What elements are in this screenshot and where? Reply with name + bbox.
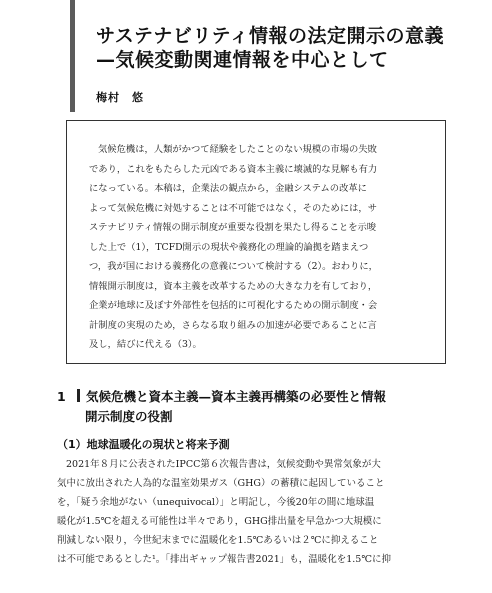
title-accent-bar bbox=[70, 0, 75, 112]
abstract-line: になっている。本稿は，企業法の観点から，金融システムの改革に bbox=[89, 183, 367, 194]
section-divider bbox=[77, 389, 80, 402]
abstract-line: 企業が地球に及ぼす外部性を包括的に可視化するための開示制度・会 bbox=[89, 300, 378, 311]
abstract-line: 情報開示制度は，資本主義を改革するための大きな力を有しており， bbox=[89, 280, 378, 292]
author-name: 梅村 悠 bbox=[96, 91, 144, 104]
abstract-line: つ，我が国における義務化の意義について検討する（2）。おわりに， bbox=[89, 261, 378, 272]
title-line-1: サステナビリティ情報の法定開示の意義 bbox=[96, 25, 444, 47]
abstract-line: であり，これをもたらした元凶である資本主義に壊滅的な見解も有力 bbox=[89, 163, 378, 175]
section-number: 1 bbox=[57, 389, 66, 404]
abstract-line: 気候危機は，人類がかつて経験をしたことのない規模の市場の失敗 bbox=[98, 144, 377, 155]
abstract-line: ステナビリティ情報の開示制度が重要な役割を果たし得ることを示唆 bbox=[89, 222, 377, 233]
abstract-line: した上で（1），TCFD開示の現状や義務化の理論的論拠を踏まえつ bbox=[89, 241, 369, 253]
body-text bbox=[57, 455, 457, 569]
body-line: 2021年８月に公表されたIPCC第６次報告書は，気候変動や異常気象が大 bbox=[66, 459, 381, 470]
title-line-2: —気候変動関連情報を中心として bbox=[96, 49, 389, 71]
body-line: 気中に放出された人為的な温室効果ガス（GHG）の蓄積に起因していること bbox=[57, 478, 385, 489]
section-heading bbox=[57, 387, 452, 427]
body-line: は不可能であるとした¹。「排出ギャップ報告書2021」も，温暖化を1.5℃に抑 bbox=[57, 554, 391, 565]
abstract-text bbox=[89, 140, 429, 355]
body-line: 暖化が1.5℃を超える可能性は半々であり，GHG排出量を早急かつ大規模に bbox=[57, 516, 382, 527]
section-title-line-1: 気候危機と資本主義—資本主義再構築の必要性と情報 bbox=[86, 389, 387, 404]
subsection-heading: （1）地球温暖化の現状と将来予測 bbox=[57, 438, 230, 451]
section-title-line-2: 開示制度の役割 bbox=[85, 409, 173, 424]
abstract-line: 計制度の実現のため，さらなる取り組みの加速が必要であることに言 bbox=[89, 319, 377, 331]
body-line: を，「疑う余地がない（unequivocal）」と明記し，今後20年の間に地球温 bbox=[57, 497, 375, 508]
abstract-line: よって気候危機に対処することは不可能ではなく，そのためには，サ bbox=[89, 202, 378, 214]
body-line: 削減しない限り，今世紀末までに温暖化を1.5℃あるいは２℃に抑えること bbox=[57, 535, 379, 546]
article-title bbox=[96, 24, 476, 72]
abstract-line: 及し，結びに代える（3）。 bbox=[89, 339, 202, 350]
